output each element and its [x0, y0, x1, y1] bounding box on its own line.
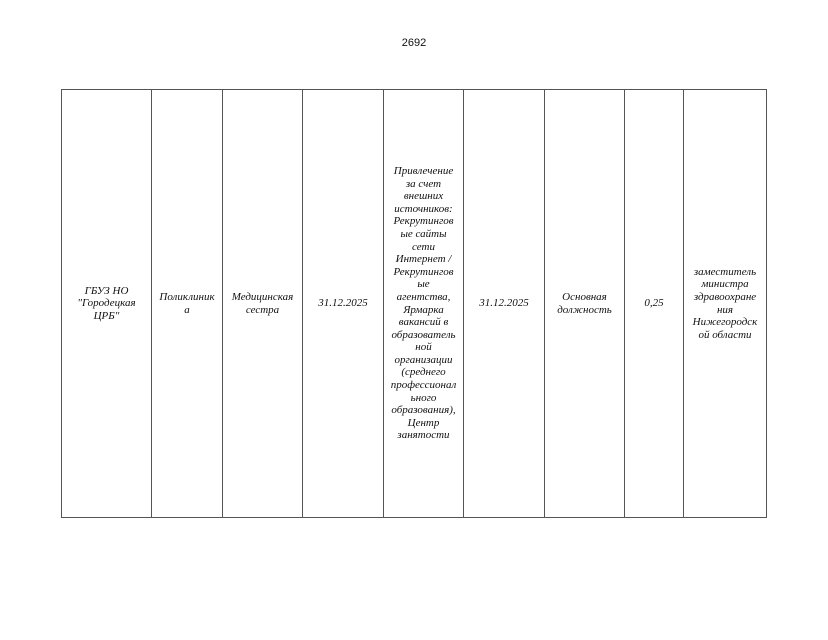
employment-type-cell — [545, 90, 625, 518]
date-cell — [303, 90, 384, 518]
organization-cell — [62, 90, 152, 518]
recruitment-sources-cell — [384, 90, 464, 518]
date-text: 31.12.2025 — [318, 297, 368, 310]
position-cell — [223, 90, 303, 518]
responsible-cell — [684, 90, 767, 518]
organization-text: ГБУЗ НО "Городецкая ЦРБ" — [77, 284, 136, 322]
staffing-table — [61, 89, 767, 518]
responsible-text: заместитель министра здравоохране ния Нижегородск ой области — [692, 265, 758, 341]
employment-type-text: Основная должность — [557, 290, 612, 316]
page-number: 2692 — [401, 37, 427, 49]
deadline-cell — [464, 90, 545, 518]
rate-text: 0,25 — [644, 297, 664, 310]
recruitment-sources-text: Привлечение за счет внешних источников: Рекрутингов ые сайты сети Интернет / Рекрутингов ые агентства, Ярмарка вакансий в образователь ной организации (среднего профессионал ьного образования), Центр занятости — [390, 164, 457, 442]
position-text: Медицинская сестра — [231, 290, 294, 316]
deadline-text: 31.12.2025 — [479, 297, 529, 310]
rate-cell — [625, 90, 684, 518]
department-text: Поликлиник а — [159, 290, 215, 316]
department-cell — [152, 90, 223, 518]
table-row — [62, 90, 767, 518]
